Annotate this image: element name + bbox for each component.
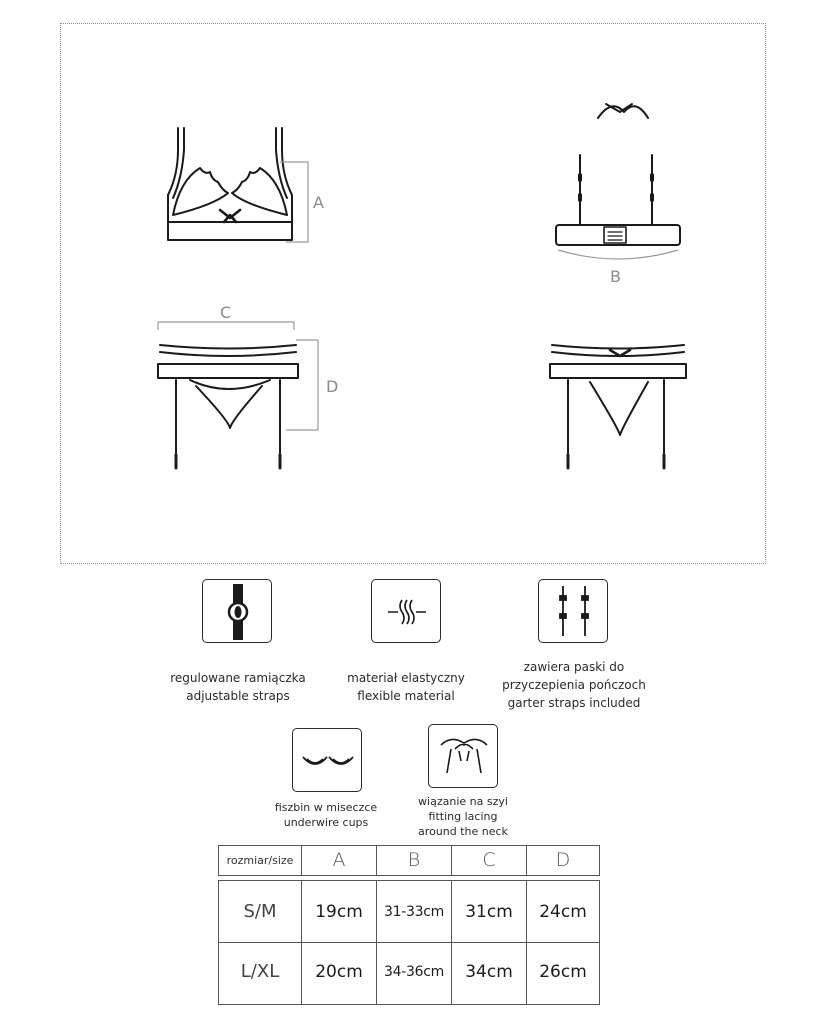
caption-en: garter straps included (507, 696, 641, 710)
panty-front-drawing (158, 345, 298, 468)
adjustable-strap-icon (202, 579, 272, 643)
bra-back-drawing (556, 104, 680, 245)
column-header-a: A (332, 849, 346, 871)
garter-straps-icon (538, 579, 608, 643)
table-cell: 34cm (465, 962, 513, 982)
caption-en: adjustable straps (186, 689, 290, 703)
table-cell: 31cm (465, 902, 513, 922)
size-table-body (218, 880, 600, 1005)
caption-en: underwire cups (283, 816, 369, 829)
size-header-label: rozmiar/size (226, 854, 294, 867)
size-row-label-sm: S/M (243, 901, 277, 922)
table-cell: 20cm (315, 962, 363, 982)
neck-lacing-icon (428, 724, 498, 788)
measure-label-a: A (313, 193, 324, 212)
table-cell: 31-33cm (384, 904, 444, 920)
feature-caption-garter-straps (482, 658, 666, 712)
underwire-cups-icon (292, 728, 362, 792)
table-cell: 19cm (315, 902, 363, 922)
size-row-label-lxl: L/XL (240, 961, 280, 982)
flexible-material-icon (371, 579, 441, 643)
feature-caption-adjustable-straps (150, 669, 326, 705)
column-header-c: C (482, 849, 496, 871)
panty-back-drawing (550, 345, 686, 468)
caption-pl: wiązanie na szyi (418, 795, 508, 808)
table-cell: 34-36cm (384, 964, 444, 980)
size-table-header (218, 845, 600, 876)
caption-pl: zawiera paski do (523, 660, 625, 674)
table-cell: 26cm (539, 962, 587, 982)
measure-label-d: D (326, 377, 339, 396)
caption-pl: materiał elastyczny (347, 671, 465, 685)
caption-en: flexible material (357, 689, 455, 703)
caption-en: fitting lacing (428, 810, 498, 823)
column-header-d: D (555, 849, 571, 871)
feature-caption-neck-lacing (388, 794, 538, 839)
caption-en: around the neck (418, 825, 508, 838)
table-cell: 24cm (539, 902, 587, 922)
feature-caption-underwire-cups (246, 800, 406, 830)
caption-pl: regulowane ramiączka (170, 671, 306, 685)
feature-caption-flexible-material (322, 669, 490, 705)
measure-label-c: C (220, 303, 232, 322)
caption-pl: fiszbin w miseczce (274, 801, 378, 814)
column-header-b: B (407, 849, 421, 871)
caption-pl: przyczepienia pończoch (502, 678, 646, 692)
bra-front-drawing (168, 128, 292, 240)
measure-label-b: B (610, 267, 621, 286)
